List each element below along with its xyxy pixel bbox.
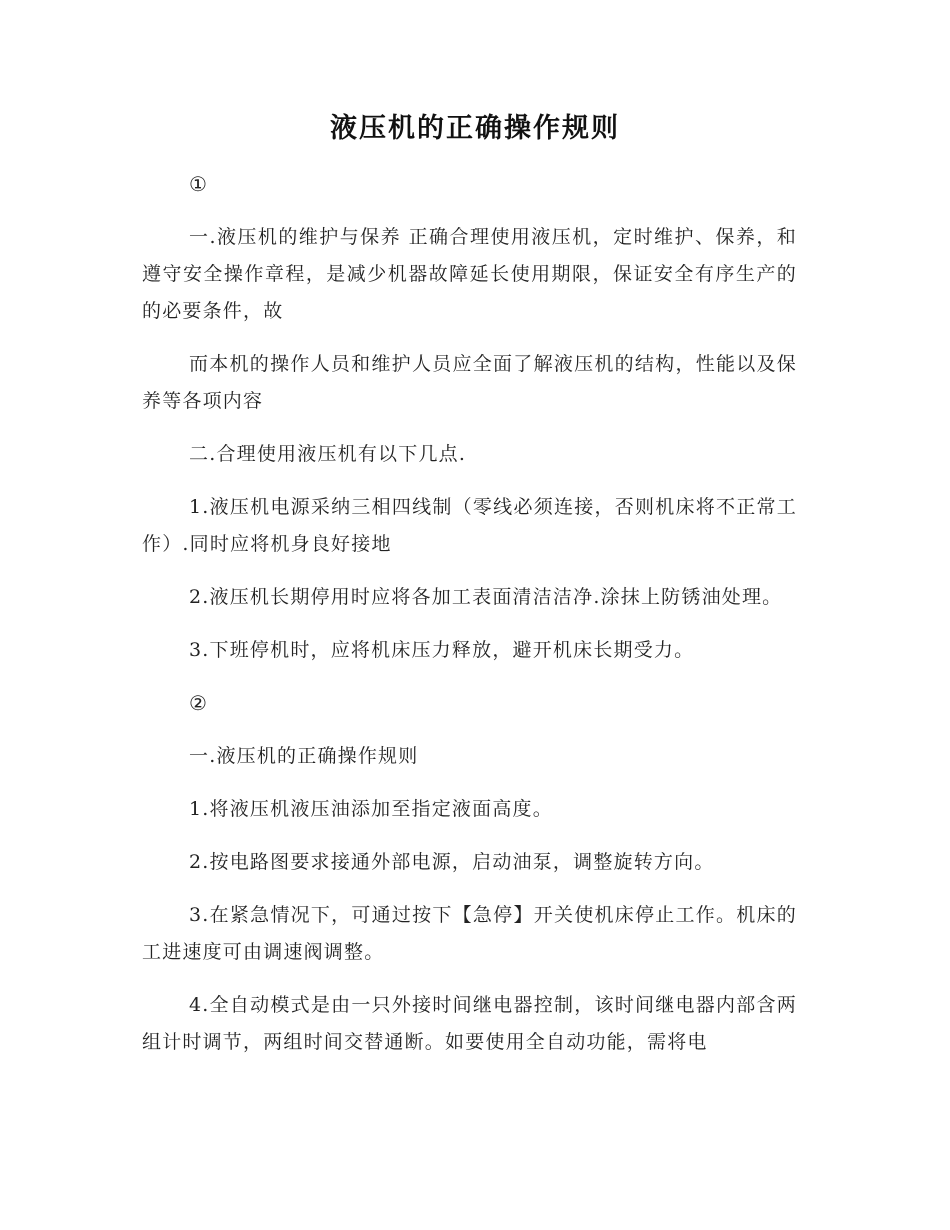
section-marker-1: ① (189, 172, 209, 196)
document-body (142, 166, 797, 1077)
paragraph: 4.全自动模式是由一只外接时间继电器控制，该时间继电器内部含两组计时调节，两组时间交替通断。如要使用全自动功能，需将电 (142, 994, 797, 1053)
paragraph: 1.液压机电源采纳三相四线制（零线必须连接，否则机床将不正常工作）.同时应将机身良好接地 (142, 496, 797, 555)
paragraph: 一.液压机的维护与保养 正确合理使用液压机，定时维护、保养，和遵守安全操作章程，是减少机器故障延长使用期限，保证安全有序生产的的必要条件，故 (142, 226, 797, 322)
document-title: 液压机的正确操作规则 (330, 113, 620, 144)
paragraph: 2.液压机长期停用时应将各加工表面清洁洁净.涂抹上防锈油处理。 (189, 586, 783, 608)
paragraph: 2.按电路图要求接通外部电源，启动油泵，调整旋转方向。 (189, 851, 715, 873)
paragraph: 而本机的操作人员和维护人员应全面了解液压机的结构，性能以及保养等各项内容 (142, 353, 797, 412)
section-marker-2: ② (189, 691, 209, 715)
paragraph: 3.下班停机时，应将机床压力释放，避开机床长期受力。 (189, 639, 695, 661)
paragraph: 3.在紧急情况下，可通过按下【急停】开关使机床停止工作。机床的工进速度可由调速阀调整。 (142, 904, 797, 963)
paragraph: 1.将液压机液压油添加至指定液面高度。 (189, 798, 553, 820)
paragraph: 一.液压机的正确操作规则 (189, 745, 419, 767)
paragraph: 二.合理使用液压机有以下几点. (189, 443, 467, 465)
